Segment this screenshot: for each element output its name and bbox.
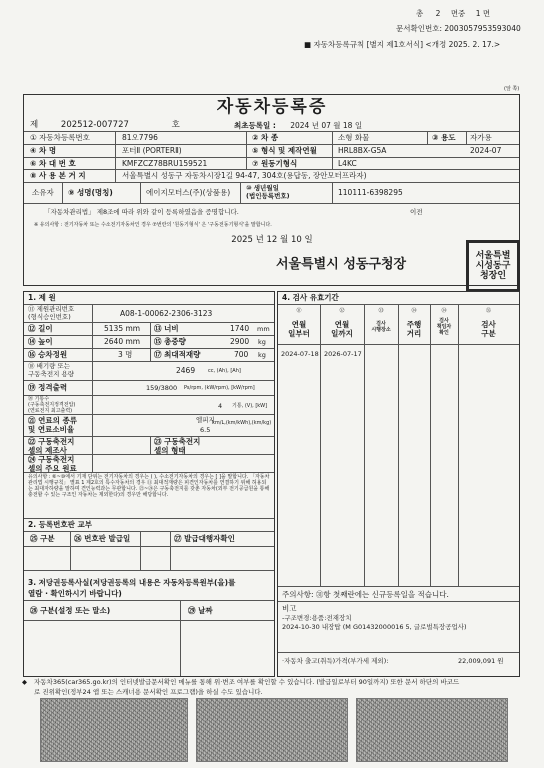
insp-col-inspector-num: ㉞ [441,308,447,314]
reg-plate-value: 81오7796 [122,133,158,142]
spec-heading: 1. 제 원 [28,293,56,302]
insp-col-inspector: 검사 책임자 확인 [436,318,452,336]
vehicle-type-value: 소형 화물 [338,133,370,142]
insp-row1-from: 2024-07-18 [281,350,319,358]
battery-maker-label: ㉒ 구동축전지 셀의 제조사 [28,437,75,455]
spec-mgmt-no-value: A08-1-00062-2306-3123 [120,309,213,318]
spec-mgmt-no-label: ⑪ 제원관리번호 (형식승인번호) [28,305,75,321]
insp-row1-to: 2026-07-17 [324,350,362,358]
barcode-block-1 [40,698,188,762]
rated-output-label: ⑲ 정격출력 [28,383,68,392]
remarks-line-2: 2024-10-30 내장탑 (M G01432000016 5, 글로벌특장공업사) [282,623,467,631]
max-load-label: ⑰ 최대적재량 [154,350,201,359]
seating-label: ⑯ 승차정원 [28,350,68,359]
owner-name-value: 에이지모터스(주)(상품용) [146,188,231,197]
transfer-label: 이전 [410,208,423,216]
mortgage-date-label: ㉙ 날짜 [188,606,213,615]
insp-col-type-num: ㉟ [485,308,491,314]
price-label: ·자동차 출고(취득)가격(부가세 제외): [282,657,389,665]
cylinders-value: 4 [218,402,223,410]
cylinders-label: ⑳ 기통수 (구동축전지정격전압) (연료전지 최고출력) [28,396,76,414]
insp-col-type: 검사 구분 [481,320,496,338]
insp-col-mileage: 주행 거리 [406,320,422,338]
battery-shape-label: ㉓ 구동축전지 셀의 형태 [154,437,201,455]
gross-weight-label: ⑮ 총중량 [154,337,186,346]
displacement-value: 2469 [176,366,196,375]
form-reference: ■ 자동차등록규칙 [별지 제1호서식] <개정 2025. 2. 17.> [304,40,501,49]
usage-value: 자가용 [470,133,492,142]
plate-heading: 2. 등록번호판 교부 [28,520,93,529]
owner-label: 소유자 [32,188,54,197]
spec-note: 유의사항 : ⑥~⑩에서 기재 단위는 전기자동차의 경우는 ( ), 수소전기자동차의 경우는 [ ]을 말합니다. 「자동차관리법 시행규칙」 별표 1 제2호의 특수자동차의 경우 ⑪ 최대적재량은 피견인자동차를 연결하기 위해 허용되는 최대자하량을 말하며 견인능력과는 무관합니다. ㉒~㉔은 구동축전지를 갖춘 자동차(외부 전기공급원을 통해 충전할 수 있는 구조인 자동차는 제외한다)의 경우만 해당합니다. [28,474,270,498]
engine-type-label: ⑦ 원동기형식 [252,159,298,168]
remarks-line-1: -구조변경:용품:전재장치 [282,614,352,622]
certification-text: 「자동차관리법」 제8조에 따라 위와 같이 등록하였음을 증명합니다. [44,208,239,216]
plate-type-label: ㉕ 구분 [30,534,55,543]
first-registration-date: 최초등록일 : 2024 년 07 월 18 일 [234,121,363,130]
owner-id-value: 110111-6398295 [338,188,403,197]
fuel-efficiency-unit: km/L,(km/kWh),(km/kg) [212,420,272,426]
document-title: 자동차등록증 [216,97,328,117]
barcode-block-2 [196,698,348,762]
plate-agent-label: ㉗ 발급대행자확인 [174,534,235,543]
seating-value: 3 명 [118,350,133,359]
price-value: 22,009,091 원 [458,657,504,665]
footer-text-1: 자동차365(car365.go.kr)의 인터넷발급문서확인 메뉴를 통해 위·변조 여부를 확인할 수 있습니다. (발급일로부터 90일까지) 또한 문서 하단의 바코드 [34,678,460,686]
page-side-note: (앞 쪽) [504,86,520,92]
insp-col-to-num: ㉜ [339,308,345,314]
rated-output-value: 159/3800 [146,384,178,392]
registration-number: 제 202512-007727 호 [30,120,180,130]
max-load-unit: kg [258,351,266,359]
battery-material-label: ㉔ 구동축전지 셀의 주요 원료 [28,455,77,473]
inspection-heading: 4. 검사 유효기간 [282,293,339,302]
insp-col-mileage-num: ㉞ [411,308,417,314]
length-label: ⑫ 길이 [28,324,53,333]
doc-confirm-number: 문서확인번호: 2003057953593040 [396,24,521,33]
vin-label: ⑥ 차 대 번 호 [30,159,76,168]
issuer-name: 서울특별시 성동구청장 [276,257,407,272]
insp-col-from: 연월 일부터 [288,320,310,338]
height-label: ⑭ 높이 [28,337,53,346]
issue-date: 2025 년 12 월 10 일 [231,235,313,245]
insp-col-place-num: ㉝ [378,308,384,314]
width-label: ⑬ 너비 [154,324,179,333]
owner-id-label: ⑩ 생년월일 (법인등록번호) [246,184,290,200]
height-value: 2640 mm [104,337,141,346]
usage-label: ③ 용도 [432,133,456,142]
cylinders-unit: 기통, (V), [kW] [232,403,268,409]
base-location-label: ⑧ 사 용 본 거 지 [30,171,86,180]
vehicle-type-label: ② 차 종 [252,133,279,142]
displacement-unit: cc, (Ah), [Ah] [208,368,241,374]
max-load-value: 700 [234,350,249,359]
displacement-label: ⑱ 배기량 또는 구동축전지 용량 [28,362,75,378]
plate-date-label: ㉖ 번호판 발급일 [74,534,131,543]
footer-bullet: ◆ [22,678,27,686]
remarks-label: 비고 [282,604,297,613]
fuel-label: ㉑ 연료의 종류 및 연료소비율 [28,416,77,434]
type-date-label: ⑤ 형식 및 제작연월 [252,146,317,155]
rated-output-unit: Ps/rpm, (kW/rpm), [kW/rpm] [184,385,255,391]
model-name-value: 포터Ⅱ (PORTERⅡ) [122,146,182,155]
fuel-type-value: 엘피지 [196,416,215,424]
mortgage-type-label: ㉘ 구분(설정 또는 말소) [30,606,111,615]
fuel-efficiency-value: 6.5 [200,426,211,434]
gross-weight-value: 2900 [230,337,250,346]
insp-col-from-num: ㉛ [296,308,302,314]
insp-col-to: 연월 일까지 [331,320,353,338]
insp-col-place: 검사 시행장소 [371,321,391,333]
barcode-block-3 [356,698,508,762]
vin-value: KMFZCZ78BRU159521 [122,159,208,168]
official-seal: 서울특별시성동구청장인 [466,240,520,292]
base-location-value: 서울특별시 성동구 자동차시장1길 94-47, 304호(용답동, 장안모터프라자) [122,171,367,180]
reg-plate-label: ① 자동차등록번호 [30,133,90,142]
engine-type-value: L4KC [338,159,357,168]
owner-name-label: ⑨ 성명(명칭) [68,188,113,197]
production-date-value: 2024-07 [470,146,502,155]
model-name-label: ④ 차 명 [30,146,57,155]
length-value: 5135 mm [104,324,141,333]
gross-weight-unit: kg [258,338,266,346]
footer-text-2: 로 진위확인(정부24 앱 또는 스캐너용 문서확인 프로그램)을 하실 수도 있습니다. [34,688,263,696]
width-unit: mm [257,325,270,333]
mortgage-heading: 3. 저당권등록사실(저당권등록의 내용은 자동차등록원부(을)를 열람 · 확인하시기 바랍니다) [28,578,236,598]
inspection-warning: 주의사항: ㉛항 첫째란에는 신규등록일을 적습니다. [282,590,449,599]
page-count: 총 2 면중 1 면 [416,9,491,18]
top-notice: ※ 유의사항 : 전기자동차 또는 수소전기자동차인 경우 ⑦번란의 '원동기형식' 은 '구동전동기형식'을 말합니다. [34,222,272,228]
width-value: 1740 [230,324,250,333]
type-value: HRL8BX-G5A [338,146,387,155]
